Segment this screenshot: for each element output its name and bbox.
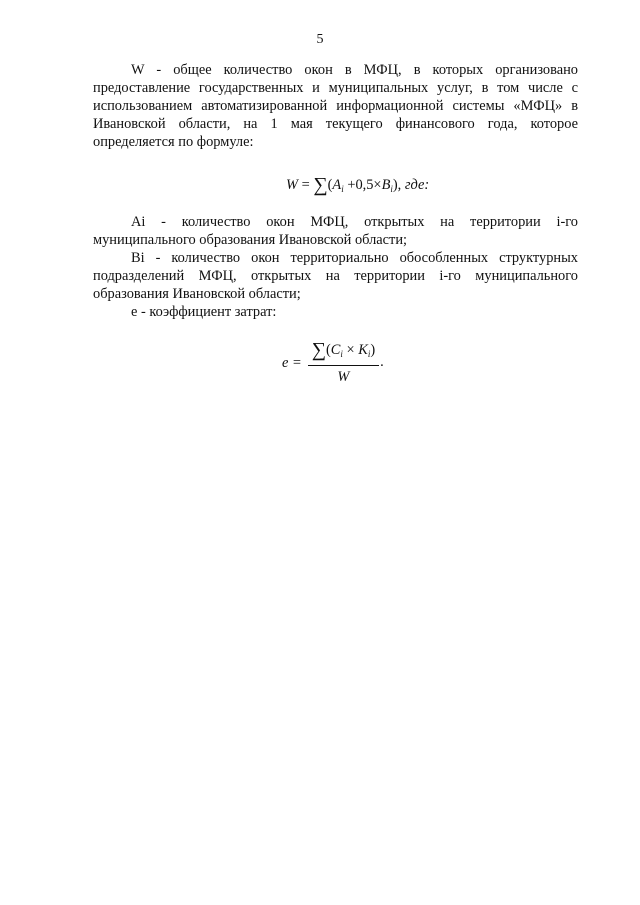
- paragraph-b-definition: Bi - количество окон территориально обособленных структурных подразделений МФЦ, открытых на территории i-го муниципального образования Ивановской области;: [93, 250, 578, 302]
- paragraph-e-definition: е - коэффициент затрат:: [131, 304, 277, 320]
- formula-e-dot: .: [380, 354, 384, 370]
- formula-w-close-paren: ),: [392, 177, 402, 193]
- formula-e-k-subscript: i: [367, 349, 371, 359]
- sum-symbol: ∑: [313, 174, 328, 196]
- formula-e-k: K: [358, 342, 368, 358]
- formula-w-tail: где:: [404, 177, 430, 193]
- formula-e-times: ×: [346, 342, 355, 358]
- formula-e: [93, 331, 578, 403]
- page-number: 5: [316, 32, 324, 47]
- formula-w-open-paren: (: [327, 177, 333, 193]
- formula-w-a-subscript: i: [341, 184, 344, 194]
- formula-w-a: A: [332, 177, 342, 193]
- paragraph-w-definition: W - общее количество окон в МФЦ, в которых организовано предоставление государственных и муниципальных услуг, в том числе с использованием автоматизированной информационной системы «МФЦ» в Ивановской области, на 1 мая текущего финансового года, которое определяется по формуле:: [93, 62, 578, 150]
- document-body: [93, 61, 578, 403]
- formula-w-expression: [286, 172, 429, 200]
- formula-e-lhs: е =: [282, 354, 302, 371]
- formula-e-c: C: [330, 342, 341, 358]
- formula-e-numerator: [308, 338, 379, 366]
- formula-e-fraction: [308, 338, 379, 387]
- formula-e-denominator: W: [337, 369, 350, 385]
- formula-e-expression: [282, 338, 384, 387]
- formula-w-lhs: W: [286, 177, 298, 193]
- formula-w-plus-coefficient: +0,5×: [347, 177, 382, 193]
- formula-w-equals: =: [301, 177, 310, 193]
- formula-w-b: B: [381, 177, 391, 193]
- paragraph-a-definition: Ai - количество окон МФЦ, открытых на территории i-го муниципального образования Ивановской области;: [93, 214, 578, 248]
- formula-e-open-paren: (: [325, 342, 331, 358]
- formula-e-c-subscript: i: [340, 349, 343, 359]
- sum-symbol: ∑: [311, 339, 326, 361]
- formula-w: [93, 151, 578, 213]
- formula-e-close-paren: ): [370, 342, 376, 358]
- formula-w-b-subscript: i: [390, 184, 393, 194]
